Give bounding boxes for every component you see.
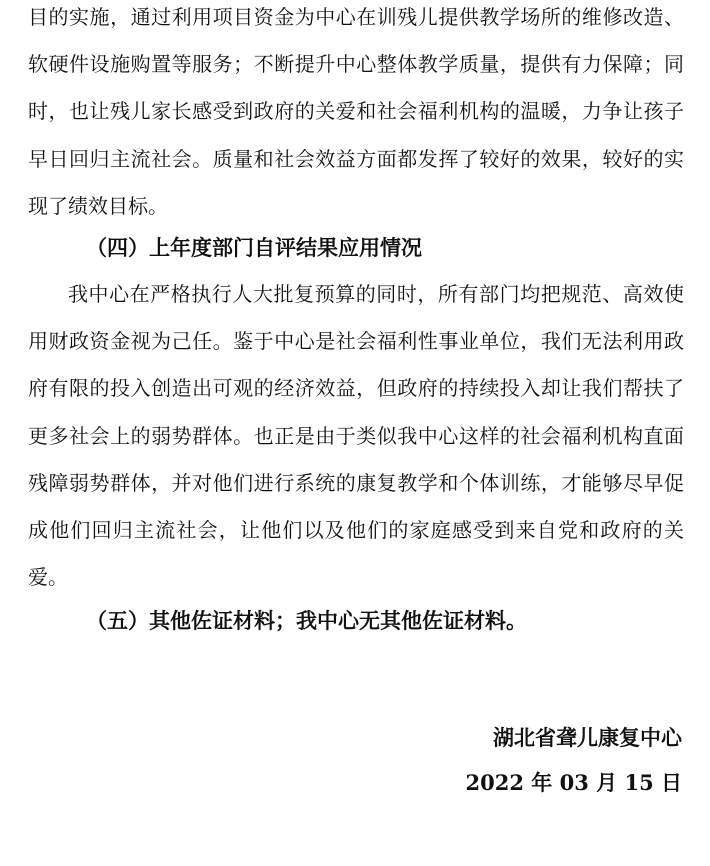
section-4-paragraph: 我中心在严格执行人大批复预算的同时，所有部门均把规范、高效使用财政资金视为己任。鉴于中心是社会福利性事业单位，我们无法利用政府有限的投入创造出可观的经济效益，但政府的持续投入却让我们帮扶了更多社会上的弱势群体。也正是由于类似我中心这样的社会福利机构直面残障弱势群体，并对他们进行系统的康复教学和个体训练，才能够尽早促成他们回归主流社会，让他们以及他们的家庭感受到来自党和政府的关爱。 xyxy=(28,282,684,590)
section-heading-4: （四）上年度部门自评结果应用情况 xyxy=(86,235,422,260)
section-heading-5: （五）其他佐证材料；我中心无其他佐证材料。 xyxy=(86,608,527,633)
signature-date: 2022 年 03 月 15 日 xyxy=(465,770,682,795)
continued-paragraph: 目的实施，通过利用项目资金为中心在训残儿提供教学场所的维修改造、软硬件设施购置等服务；不断提升中心整体教学质量，提供有力保障；同时，也让残儿家长感受到政府的关爱和社会福利机构的温暖，力争让孩子早日回归主流社会。质量和社会效益方面都发挥了较好的效果，较好的实现了绩效目标。 xyxy=(28,5,684,218)
signature-organization: 湖北省聋儿康复中心 xyxy=(493,725,682,750)
